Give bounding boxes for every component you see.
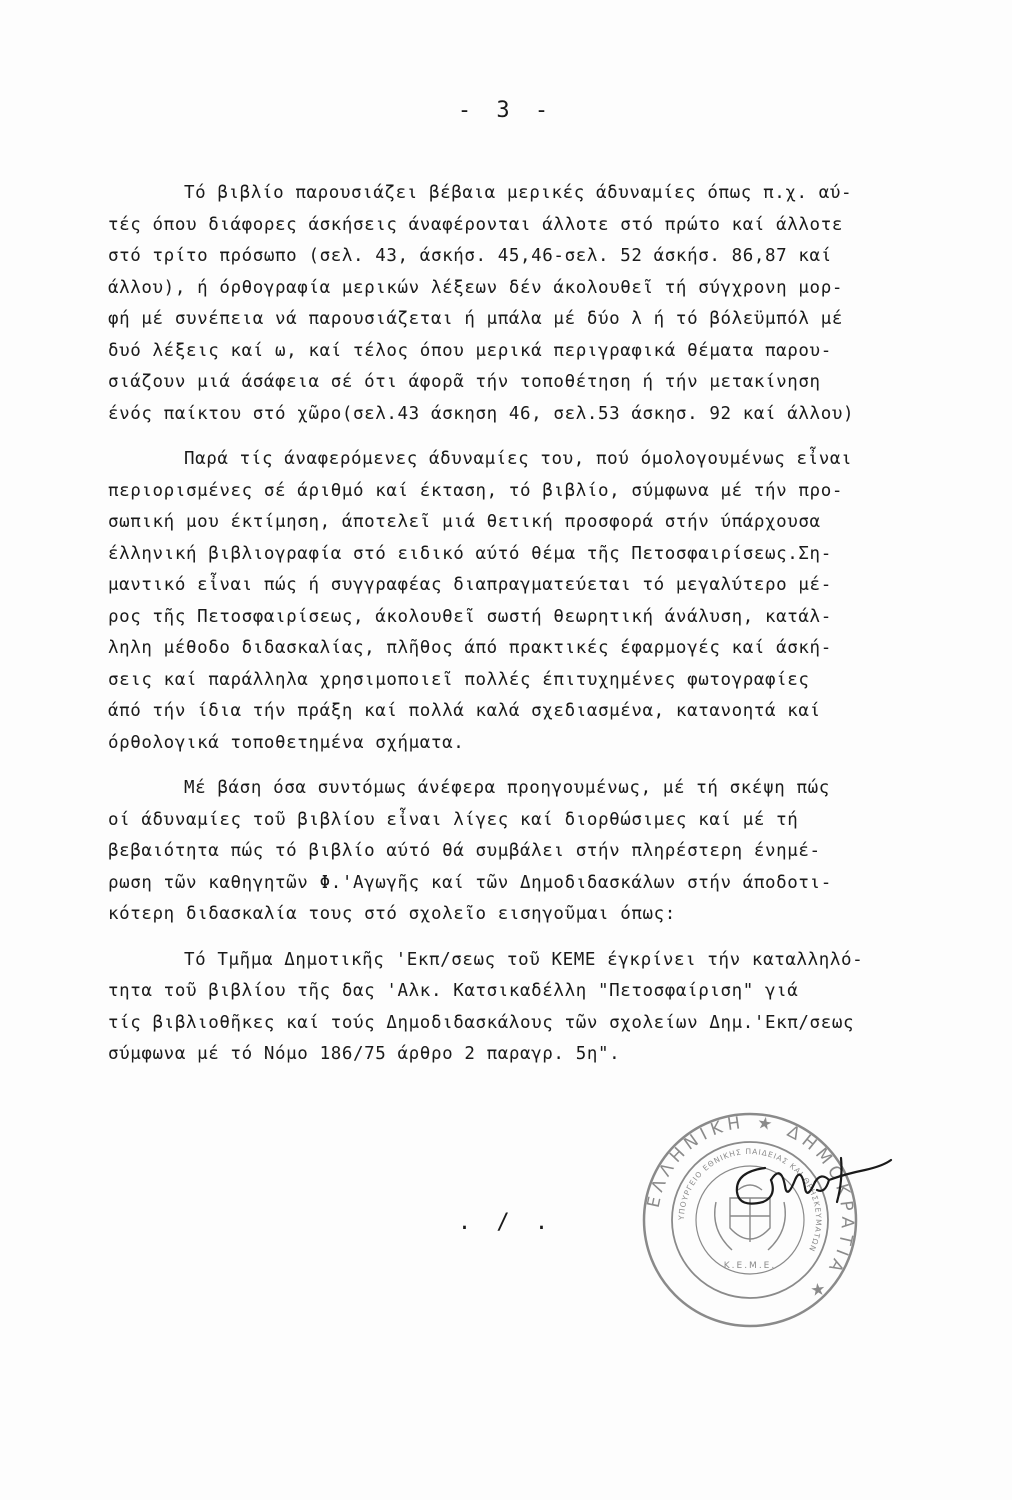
text-line: στό τρίτο πρόσωπο (σελ. 43, άσκήσ. 45,46-σελ. 52 άσκήσ. 86,87 καί: [108, 246, 832, 266]
paragraph-assessment: [108, 444, 1008, 759]
paragraph-weaknesses: [108, 178, 1008, 430]
paragraph-recommendation-basis: [108, 773, 1008, 931]
text-line: τητα τοῦ βιβλίου τῆς δας 'Αλκ. Κατσικαδέλλη "Πετοσφαίριση" γιά: [108, 981, 799, 1001]
text-line: ληλη μέθοδο διδασκαλίας, πλῆθος άπό πρακτικές έφαρμογές καί άσκή-: [108, 638, 832, 658]
text-line: κότερη διδασκαλία τους στό σχολεῖο εισηγοῦμαι όπως:: [108, 904, 676, 924]
text-line: τές όπου διάφορες άσκήσεις άναφέρονται άλλοτε στό πρώτο καί άλλοτε: [108, 214, 843, 235]
page-number: - 3 -: [457, 98, 555, 123]
text-line: Παρά τίς άναφερόμενες άδυναμίες του, πού όμολογουμένως εἶναι: [184, 449, 853, 469]
document-body: [108, 178, 1008, 1071]
text-line: άπό τήν ίδια τήν πράξη καί πολλά καλά σχεδιασμένα, κατανοητά καί: [108, 701, 821, 721]
text-line: σιάζουν μιά άσάφεια σέ ότι άφορᾶ τήν τοποθέτηση ή τήν μετακίνηση: [108, 372, 821, 392]
continuation-mark: . / .: [457, 1210, 555, 1235]
text-line: όρθολογικά τοποθετημένα σχήματα.: [108, 732, 465, 753]
text-line: ρος τῆς Πετοσφαιρίσεως, άκολουθεῖ σωστή θεωρητική άνάλυση, κατάλ-: [108, 606, 832, 627]
text-line: ένός παίκτου στό χῶρο(σελ.43 άσκηση 46, σελ.53 άσκησ. 92 καί άλλου): [108, 403, 855, 424]
text-line: βεβαιότητα πώς τό βιβλίο αύτό θά συμβάλει στήν πληρέστερη ένημέ-: [108, 841, 821, 861]
text-line: οί άδυναμίες τοῦ βιβλίου εἶναι λίγες καί διορθώσιμες καί μέ τή: [108, 809, 799, 830]
text-line: τίς βιβλιοθῆκες καί τούς Δημοδιδασκάλους τῶν σχολείων Δημ.'Εκπ/σεως: [108, 1012, 855, 1033]
text-line: μαντικό εἶναι πώς ή συγγραφέας διαπραγματεύεται τό μεγαλύτερο μέ-: [108, 575, 832, 595]
svg-text:ΥΠΟΥΡΓΕΙΟ ΕΘΝΙΚΗΣ ΠΑΙΔΕΙΑΣ ΚΑΙ: ΥΠΟΥΡΓΕΙΟ ΕΘΝΙΚΗΣ ΠΑΙΔΕΙΑΣ ΚΑΙ ΘΡΗΣΚΕΥΜΑΤΩΝ: [676, 1146, 824, 1254]
svg-text:ΕΛΛΗΝΙΚΗ ★ ΔΗΜΟΚΡΑΤΙΑ ★: ΕΛΛΗΝΙΚΗ ★ ΔΗΜΟΚΡΑΤΙΑ ★: [643, 1112, 858, 1306]
svg-text:Κ.Ε.Μ.Ε.: Κ.Ε.Μ.Ε.: [723, 1261, 777, 1271]
text-line: δυό λέξεις καί ω, καί τέλος όπου μερικά περιγραφικά θέματα παρου-: [108, 340, 832, 361]
text-line: Μέ βάση όσα συντόμως άνέφερα προηγουμένως, μέ τή σκέψη πώς: [184, 778, 830, 798]
text-line: Τό Τμῆμα Δημοτικῆς 'Εκπ/σεως τοῦ ΚΕΜΕ έγκρίνει τήν καταλληλό-: [184, 949, 864, 970]
text-line: Τό βιβλίο παρουσιάζει βέβαια μερικές άδυναμίες όπως π.χ. αύ-: [184, 183, 853, 203]
text-line: σεις καί παράλληλα χρησιμοποιεῖ πολλές έπιτυχημένες φωτογραφίες: [108, 669, 810, 690]
text-line: άλλου), ή όρθογραφία μερικών λέξεων δέν άκολουθεῖ τή σύγχρονη μορ-: [108, 277, 843, 298]
text-line: ρωση τῶν καθηγητῶν Φ.'Αγωγῆς καί τῶν Δημοδιδασκάλων στήν άποδοτι-: [108, 872, 832, 893]
paragraph-decision: [108, 945, 1008, 1071]
text-line: περιορισμένες σέ άριθμό καί έκταση, τό βιβλίο, σύμφωνα μέ τήν προ-: [108, 480, 843, 501]
text-line: φή μέ συνέπεια νά παρουσιάζεται ή μπάλα μέ δύο λ ή τό βόλεϋμπόλ μέ: [108, 309, 843, 329]
text-line: σωπική μου έκτίμηση, άποτελεῖ μιά θετική προσφορά στήν ύπάρχουσα: [108, 512, 821, 532]
text-line: έλληνική βιβλιογραφία στό ειδικό αύτό θέμα τῆς Πετοσφαιρίσεως.Ση-: [108, 543, 832, 564]
text-line: σύμφωνα μέ τό Νόμο 186/75 άρθρο 2 παραγρ. 5η".: [108, 1044, 621, 1064]
